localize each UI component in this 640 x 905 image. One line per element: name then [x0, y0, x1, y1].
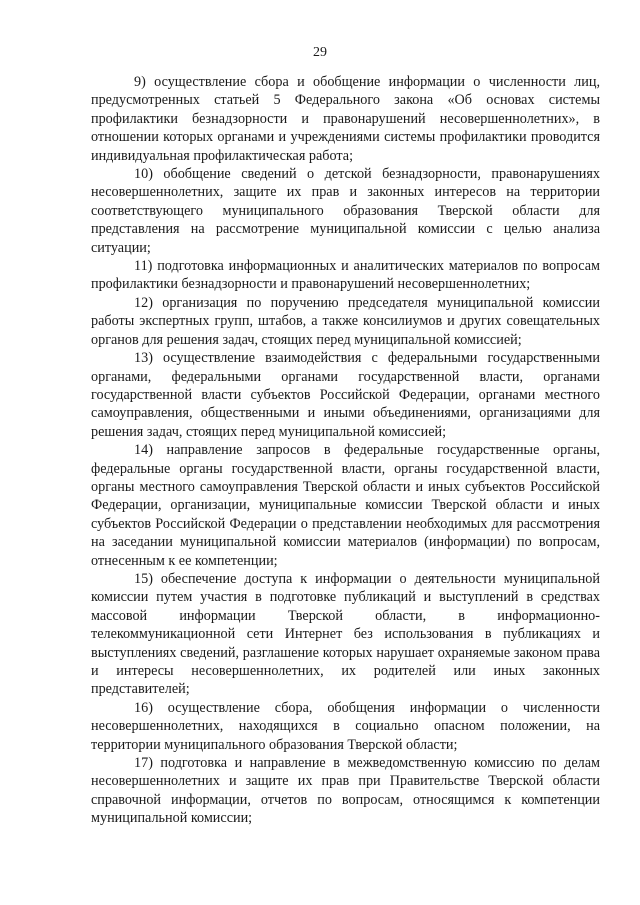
paragraph-item-13: 13) осуществление взаимодействия с федеральными государственными органами, федеральными органами государственной власти, органами государственной власти субъектов Российской Федерации, органами местного самоуправления, общественными и иными объединениями, организациями для решения задач, стоящих перед муниципальной комиссией; — [91, 350, 600, 440]
paragraph-item-9: 9) осуществление сбора и обобщение информации о численности лиц, предусмотренных статьей 5 Федерального закона «Об основах системы профилактики безнадзорности и правонарушений несовершеннолетних», в отношении которых органами и учреждениями системы профилактики проводится индивидуальная профилактическая работа; — [91, 74, 600, 164]
paragraph-item-12: 12) организация по поручению председателя муниципальной комиссии работы экспертных групп, штабов, а также консилиумов и других совещательных органов для решения задач, стоящих перед муниципальной комиссией; — [91, 294, 600, 348]
document-body — [91, 73, 600, 828]
paragraph-item-10: 10) обобщение сведений о детской безнадзорности, правонарушениях несовершеннолетних, защите их прав и законных интересов на территории соответствующего муниципального образования Тверской области для представления на рассмотрение муниципальной комиссии с целью анализа ситуации; — [91, 166, 600, 256]
paragraph-item-17: 17) подготовка и направление в межведомственную комиссию по делам несовершеннолетних и защите их прав при Правительстве Тверской области справочной информации, отчетов по вопросам, относящимся к компетенции муниципальной комиссии; — [91, 755, 600, 827]
paragraph-item-15: 15) обеспечение доступа к информации о деятельности муниципальной комиссии путем участия в подготовке публикаций и выступлений в средствах массовой информации Тверской области, в информационно-телекоммуникационной сети Интернет без использования в публикациях и выступлениях сведений, разглашение которых нарушает охраняемые законом права и интересы несовершеннолетних, их родителей или иных законных представителей; — [91, 570, 600, 698]
paragraph-item-14: 14) направление запросов в федеральные государственные органы, федеральные органы государственной власти, органы государственной власти, органы местного самоуправления Тверской области и иных субъектов Российской Федерации, организации, муниципальные комиссии Тверской области и иных субъектов Российской Федерации о представлении необходимых для рассмотрения на заседании муниципальной комиссии материалов (информации) по вопросам, отнесенным к ее компетенции; — [91, 442, 600, 569]
paragraph-item-16: 16) осуществление сбора, обобщения информации о численности несовершеннолетних, находящихся в социально опасном положении, на территории муниципального образования Тверской области; — [91, 699, 600, 753]
paragraph-item-11: 11) подготовка информационных и аналитических материалов по вопросам профилактики безнадзорности и правонарушений несовершеннолетних; — [91, 258, 600, 293]
page-number: 29 — [313, 45, 327, 60]
